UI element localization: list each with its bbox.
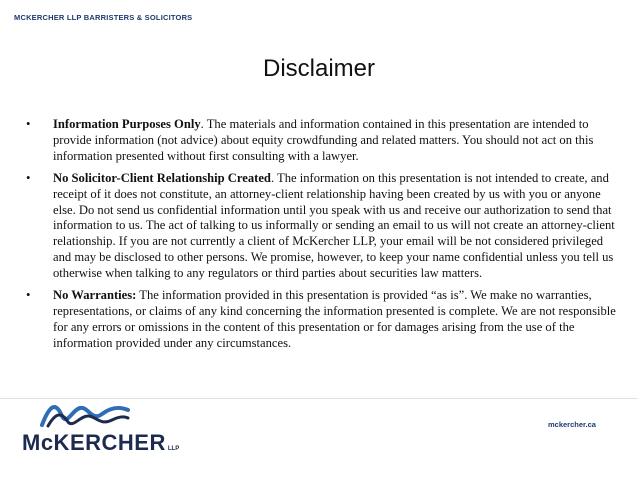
website-link[interactable]: mckercher.ca [548, 420, 596, 429]
bullet-text: The information provided in this presentation is provided “as is”. We make no warranties, representations, or claims of any kind concerning the information presented is complete. We are not responsible for any errors or omissions in the content of this presentation or for damages arising from the use of the information provided under any circumstances. [53, 288, 616, 350]
logo-wordmark [22, 430, 179, 456]
bullet-heading: No Solicitor-Client Relationship Created [53, 170, 271, 185]
bullet-heading: Information Purposes Only [53, 117, 201, 131]
logo-text: McKERCHER [22, 430, 166, 455]
list-item [24, 171, 616, 282]
disclaimer-list [24, 117, 616, 358]
page-title: Disclaimer [262, 55, 375, 82]
bullet-text: . The materials and information contained in this presentation are intended to provide information (not advice) about equity crowdfunding and related matters. You should not act on this information presented without first consulting with a lawyer. [53, 117, 594, 163]
bullet-marker: • [26, 288, 31, 303]
bullet-text: . The information on this presentation is not intended to create, and receipt of it does not constitute, an attorney-client relationship having been created by us with you or anyone else. Do not send us confidential information until you speak with us and receive our authorization to send that information to us. The act of talking to us informally or sending an email to us will not create an attorney-client relationship. If you are not currently a client of McKercher LLP, your email will be not considered privileged and may be disclosed to other persons. We promise, however, to keep your name confidential unless you tell us otherwise when talking to any regulators or third parties about securities law matters. [53, 170, 615, 281]
bullet-marker: • [26, 117, 31, 131]
company-logo [22, 396, 180, 466]
wave-logo-icon [40, 398, 130, 428]
bullet-heading: No Warranties: [53, 288, 137, 303]
list-item [24, 288, 616, 352]
bullet-marker: • [26, 170, 31, 185]
firm-header: MCKERCHER LLP BARRISTERS & SOLICITORS [14, 13, 193, 22]
logo-suffix: LLP [167, 446, 180, 452]
list-item [24, 117, 616, 165]
